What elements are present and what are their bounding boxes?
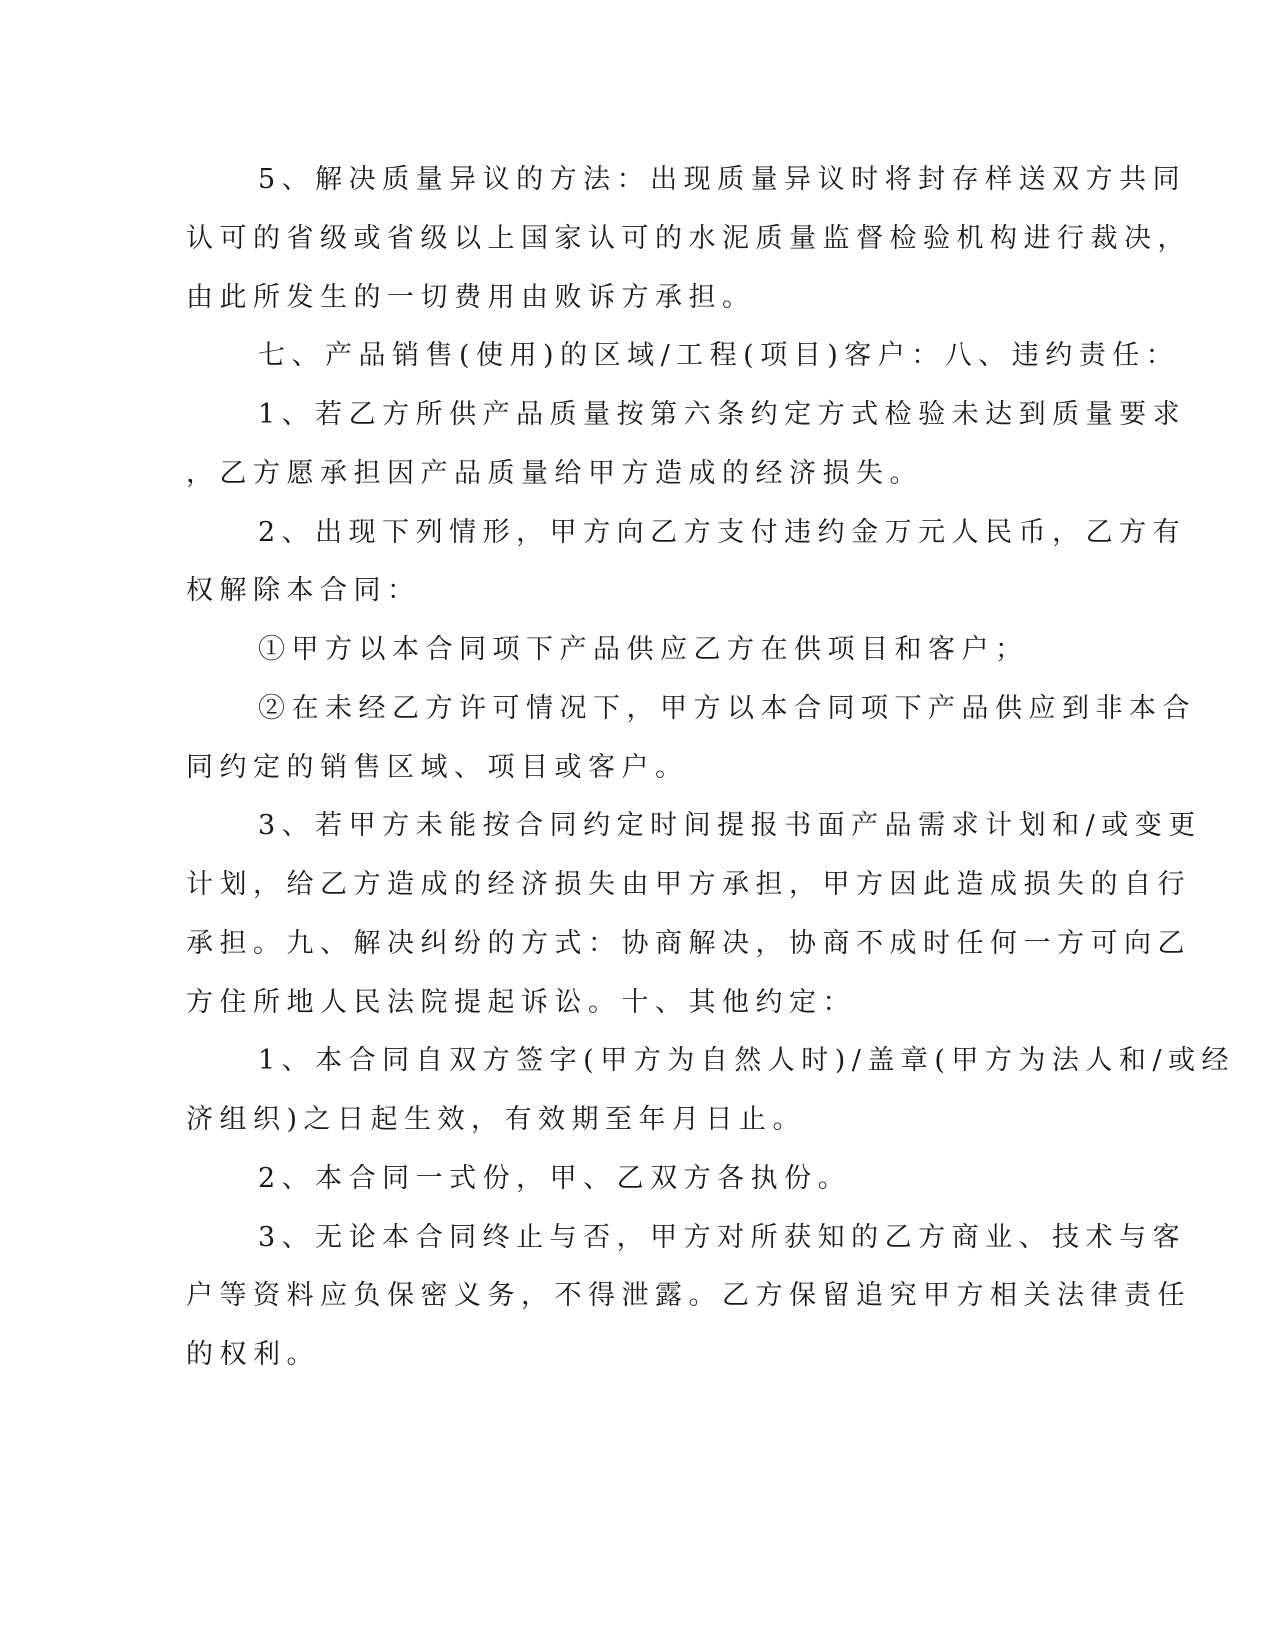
- text-line: ，乙方愿承担因产品质量给甲方造成的经济损失。: [186, 458, 923, 489]
- text-line: 认可的省级或省级以上国家认可的水泥质量监督检验机构进行裁决，: [186, 223, 1191, 254]
- text-line: 承担。九、解决纠纷的方式：协商解决，协商不成时任何一方可向乙: [186, 928, 1191, 959]
- text-line: 权解除本合同：: [186, 575, 421, 606]
- text-line: 计划，给乙方造成的经济损失由甲方承担，甲方因此造成损失的自行: [186, 869, 1191, 900]
- text-line: 3、若甲方未能按合同约定时间提报书面产品需求计划和/或变更: [258, 810, 1202, 841]
- text-line: 1、本合同自双方签字(甲方为自然人时)/盖章(甲方为法人和/或经: [258, 1045, 1235, 1076]
- text-line: 2、出现下列情形，甲方向乙方支付违约金万元人民币，乙方有: [258, 517, 1187, 548]
- text-line: 方住所地人民法院提起诉讼。十、其他约定：: [186, 987, 856, 1018]
- text-line: 5、解决质量异议的方法：出现质量异议时将封存样送双方共同: [258, 164, 1187, 195]
- text-line: 3、无论本合同终止与否，甲方对所获知的乙方商业、技术与客: [258, 1222, 1187, 1253]
- text-line: 由此所发生的一切费用由败诉方承担。: [186, 282, 756, 313]
- text-line: 的权利。: [186, 1339, 320, 1370]
- text-line: 同约定的销售区域、项目或客户。: [186, 752, 689, 783]
- text-line: 济组织)之日起生效，有效期至年月日止。: [186, 1104, 807, 1135]
- text-line: 户等资料应负保密义务，不得泄露。乙方保留追究甲方相关法律责任: [186, 1280, 1191, 1311]
- text-line: ①甲方以本合同项下产品供应乙方在供项目和客户；: [258, 634, 1029, 665]
- text-line: 1、若乙方所供产品质量按第六条约定方式检验未达到质量要求: [258, 399, 1187, 430]
- text-line: ②在未经乙方许可情况下，甲方以本合同项下产品供应到非本合: [258, 693, 1196, 724]
- text-line: 2、本合同一式份，甲、乙双方各执份。: [258, 1163, 852, 1194]
- text-line: 七、产品销售(使用)的区域/工程(项目)客户：八、违约责任：: [258, 340, 1180, 371]
